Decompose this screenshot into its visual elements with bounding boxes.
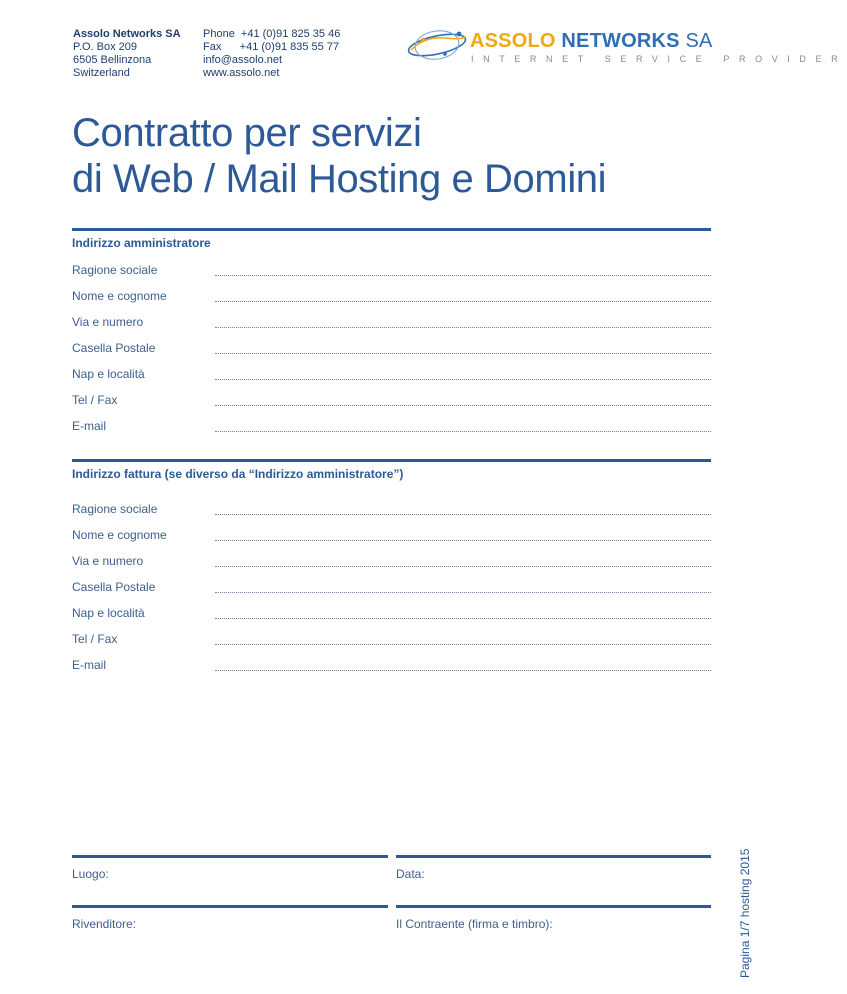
document-title — [72, 110, 606, 202]
form-row — [72, 554, 711, 572]
fill-line[interactable] — [215, 592, 711, 593]
field-label: E-mail — [72, 419, 107, 433]
signature-divider — [72, 905, 388, 908]
company-address-block — [73, 28, 181, 80]
company-contact-block — [203, 28, 340, 80]
logo-word-assolo: ASSOLO — [470, 30, 556, 52]
signature-divider — [396, 905, 711, 908]
form-row — [72, 502, 711, 520]
page-number-note: Pagina 1/7 hosting 2015 — [738, 848, 752, 978]
fax-line: Fax +41 (0)91 835 55 77 — [203, 41, 340, 53]
section-divider — [72, 459, 711, 462]
company-name: Assolo Networks SA — [73, 28, 181, 40]
form-row — [72, 419, 711, 437]
field-label: Nap e località — [72, 367, 145, 381]
title-line-1: Contratto per servizi — [72, 111, 422, 155]
field-label: Casella Postale — [72, 341, 156, 355]
fill-line[interactable] — [215, 301, 711, 302]
fill-line[interactable] — [215, 644, 711, 645]
field-label: Tel / Fax — [72, 632, 118, 646]
field-label: Nap e località — [72, 606, 145, 620]
title-line-2: di Web / Mail Hosting e Domini — [72, 157, 607, 201]
globe-logo-icon — [405, 24, 469, 66]
assolo-networks-logo — [405, 24, 847, 66]
logo-word-networks: NETWORKS — [555, 30, 680, 52]
form-row — [72, 315, 711, 333]
field-label: E-mail — [72, 658, 107, 672]
field-label: Nome e cognome — [72, 289, 167, 303]
fill-line[interactable] — [215, 405, 711, 406]
date-label: Data: — [396, 867, 425, 881]
form-row — [72, 289, 711, 307]
section-title-billing-address: Indirizzo fattura (se diverso da “Indirizzo amministratore”) — [72, 467, 404, 481]
fill-line[interactable] — [215, 618, 711, 619]
fill-line[interactable] — [215, 353, 711, 354]
form-row — [72, 393, 711, 411]
fill-line[interactable] — [215, 275, 711, 276]
fill-line[interactable] — [215, 431, 711, 432]
address-line: Switzerland — [73, 67, 130, 79]
address-line: 6505 Bellinzona — [73, 54, 152, 66]
form-row — [72, 658, 711, 676]
fill-line[interactable] — [215, 670, 711, 671]
field-label: Tel / Fax — [72, 393, 118, 407]
field-label: Nome e cognome — [72, 528, 167, 542]
field-label: Ragione sociale — [72, 263, 158, 277]
signature-divider — [396, 855, 711, 858]
field-label: Ragione sociale — [72, 502, 158, 516]
section-title-admin-address: Indirizzo amministratore — [72, 236, 211, 250]
logo-tagline: INTERNET SERVICE PROVIDER — [471, 54, 847, 64]
contractor-signature-label: Il Contraente (firma e timbro): — [396, 917, 553, 931]
field-label: Via e numero — [72, 315, 144, 329]
phone-line: Phone +41 (0)91 825 35 46 — [203, 28, 341, 40]
form-row — [72, 580, 711, 598]
address-line: P.O. Box 209 — [73, 41, 138, 53]
form-row — [72, 263, 711, 281]
field-label: Casella Postale — [72, 580, 156, 594]
place-label: Luogo: — [72, 867, 109, 881]
form-row — [72, 606, 711, 624]
section-divider — [72, 228, 711, 231]
form-row — [72, 632, 711, 650]
fill-line[interactable] — [215, 514, 711, 515]
logo-word-sa: SA — [679, 30, 713, 52]
fill-line[interactable] — [215, 566, 711, 567]
form-row — [72, 528, 711, 546]
form-row — [72, 341, 711, 359]
field-label: Via e numero — [72, 554, 144, 568]
fill-line[interactable] — [215, 379, 711, 380]
email-link[interactable]: info@assolo.net — [203, 54, 283, 66]
reseller-label: Rivenditore: — [72, 917, 137, 931]
fill-line[interactable] — [215, 540, 711, 541]
logo-wordmark — [470, 30, 713, 53]
website-link[interactable]: www.assolo.net — [203, 67, 280, 79]
fill-line[interactable] — [215, 327, 711, 328]
signature-divider — [72, 855, 388, 858]
form-row — [72, 367, 711, 385]
